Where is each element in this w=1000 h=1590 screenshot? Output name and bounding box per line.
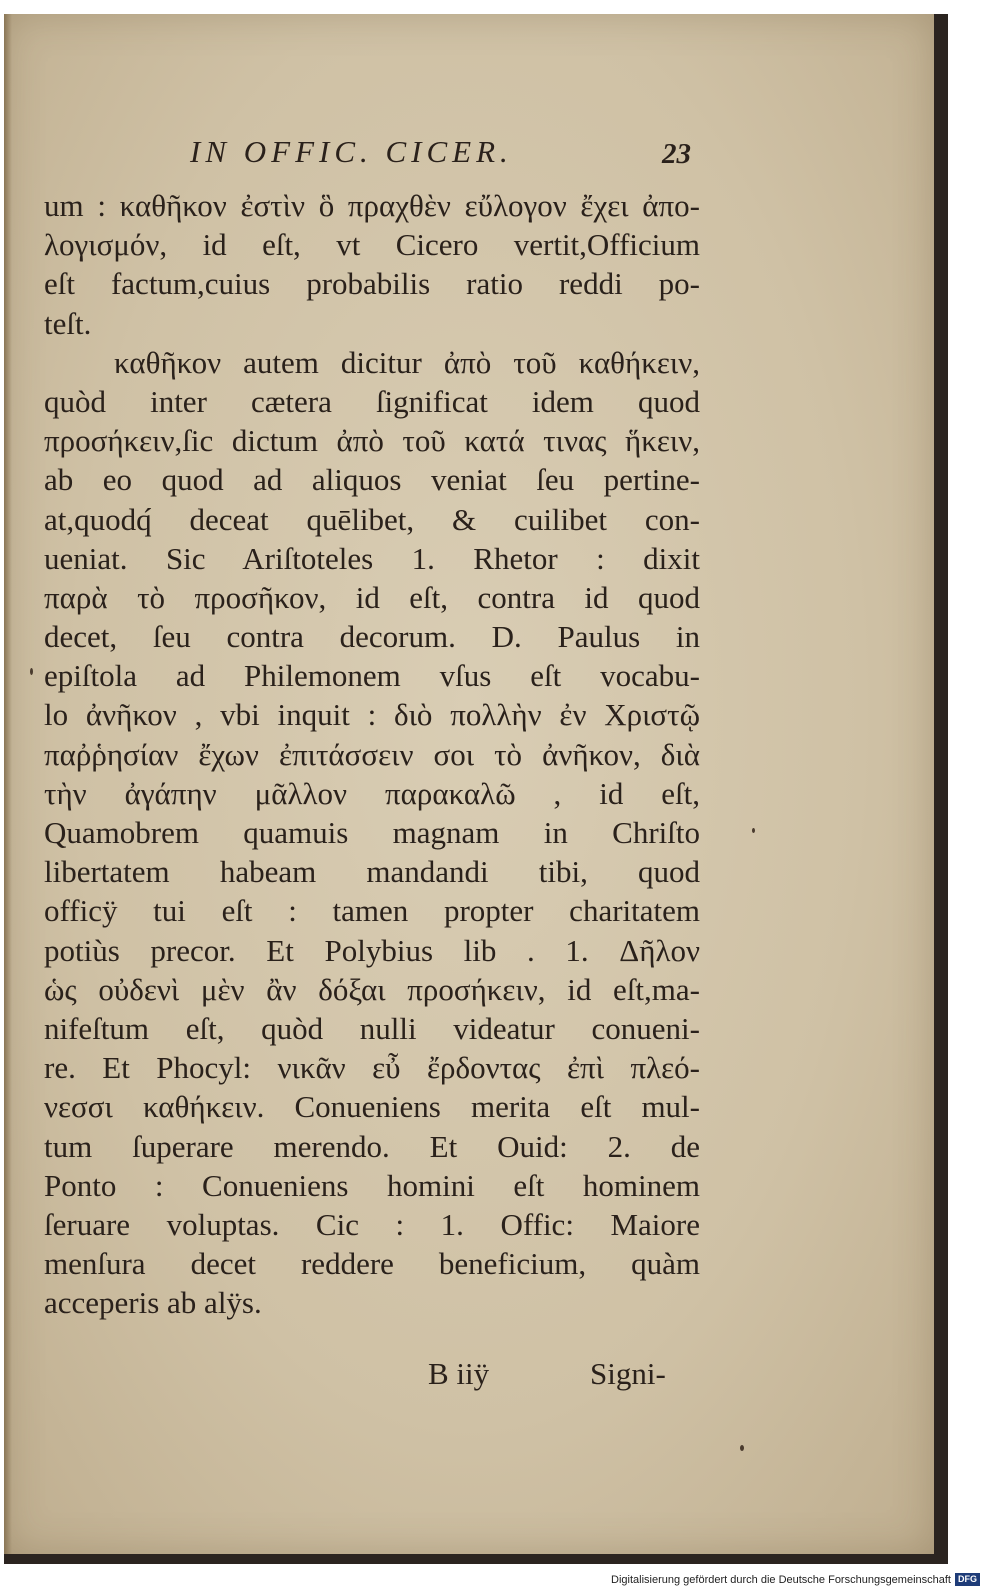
text-line: eſt factum,cuius probabilis ratio reddi po- xyxy=(44,266,700,302)
running-head: IN OFFIC. CICER. xyxy=(190,134,513,169)
text-line: λογισμόν, id eſt, vt Cicero vertit,Officium xyxy=(44,227,700,263)
text-line: παρὰ τὸ προσῆκον, id eſt, contra id quod xyxy=(44,579,700,615)
text-line: potiùs precor. Et Polybius lib . 1. Δῆλον xyxy=(44,932,700,968)
text-line: um : καθῆκον ἐστὶν ὃ πραχθὲν εὔλογον ἔχει ἀπο- xyxy=(44,188,700,223)
text-line: acceperis ab alÿs. xyxy=(44,1285,262,1321)
text-line: teſt. xyxy=(44,305,92,341)
text-line: τὴν ἀγάπην μᾶλλον παρακαλῶ , id eſt, xyxy=(44,775,700,811)
text-line: παῤῥησίαν ἔχων ἐπιτάσσειν σοι τὸ ἀνῆκον, διὰ xyxy=(44,736,700,772)
text-line: menſura decet reddere beneficium, quàm xyxy=(44,1246,700,1282)
text-line: libertatem habeam mandandi tibi, quod xyxy=(44,854,700,890)
text-line: decet, ſeu contra decorum. D. Paulus in xyxy=(44,619,700,655)
ink-speck xyxy=(30,668,33,675)
text-line: καθῆκον autem dicitur ἀπὸ τοῦ καθήκειν, xyxy=(114,344,700,380)
dfg-logo-icon: DFG xyxy=(955,1573,980,1586)
body-text xyxy=(44,186,700,1322)
signature-mark: B iiÿ xyxy=(428,1356,490,1391)
text-line: Quamobrem quamuis magnam in Chriſto xyxy=(44,815,700,850)
text-line: ὡς οὐδενὶ μὲν ἂν δόξαι προσήκειν, id eſt,ma- xyxy=(44,971,700,1007)
ink-speck xyxy=(752,828,755,833)
text-line: προσήκειν,ſic dictum ἀπὸ τοῦ κατά τινας ἥκειν, xyxy=(44,423,700,459)
text-line: ueniat. Sic Ariſtoteles 1. Rhetor : dixit xyxy=(44,540,700,576)
text-line: quòd inter cætera ſignificat idem quod xyxy=(44,383,700,419)
text-line: epiſtola ad Philemonem vſus eſt vocabu- xyxy=(44,658,700,694)
text-line: lo ἀνῆκον , vbi inquit : διὸ πολλὴν ἐν Χριστῷ xyxy=(44,697,700,733)
text-line: officÿ tui eſt : tamen propter charitatem xyxy=(44,893,700,929)
catchword: Signi- xyxy=(590,1356,666,1391)
page-edge-shadow xyxy=(4,14,12,1554)
footer-text: Digitalisierung gefördert durch die Deutsche Forschungsgemeinschaft xyxy=(611,1573,951,1586)
text-line: nifeſtum eſt, quòd nulli videatur conueni- xyxy=(44,1010,700,1046)
text-line: Ponto : Conueniens homini eſt hominem xyxy=(44,1167,700,1203)
text-line: tum ſuperare merendo. Et Ouid: 2. de xyxy=(44,1128,700,1164)
text-line: ſeruare voluptas. Cic : 1. Offic: Maiore xyxy=(44,1206,700,1242)
text-line: at,quodq́ deceat quēlibet, & cuilibet con- xyxy=(44,501,700,537)
text-line: re. Et Phocyl: νικᾶν εὖ ἔρδοντας ἐπὶ πλεό- xyxy=(44,1050,700,1086)
digitization-footer xyxy=(611,1573,980,1586)
text-line: ab eo quod ad aliquos veniat ſeu pertine- xyxy=(44,462,700,498)
ink-speck xyxy=(740,1445,744,1451)
text-line: νεσσι καθήκειν. Conueniens merita eſt mul- xyxy=(44,1089,700,1125)
page-number: 23 xyxy=(662,138,691,170)
